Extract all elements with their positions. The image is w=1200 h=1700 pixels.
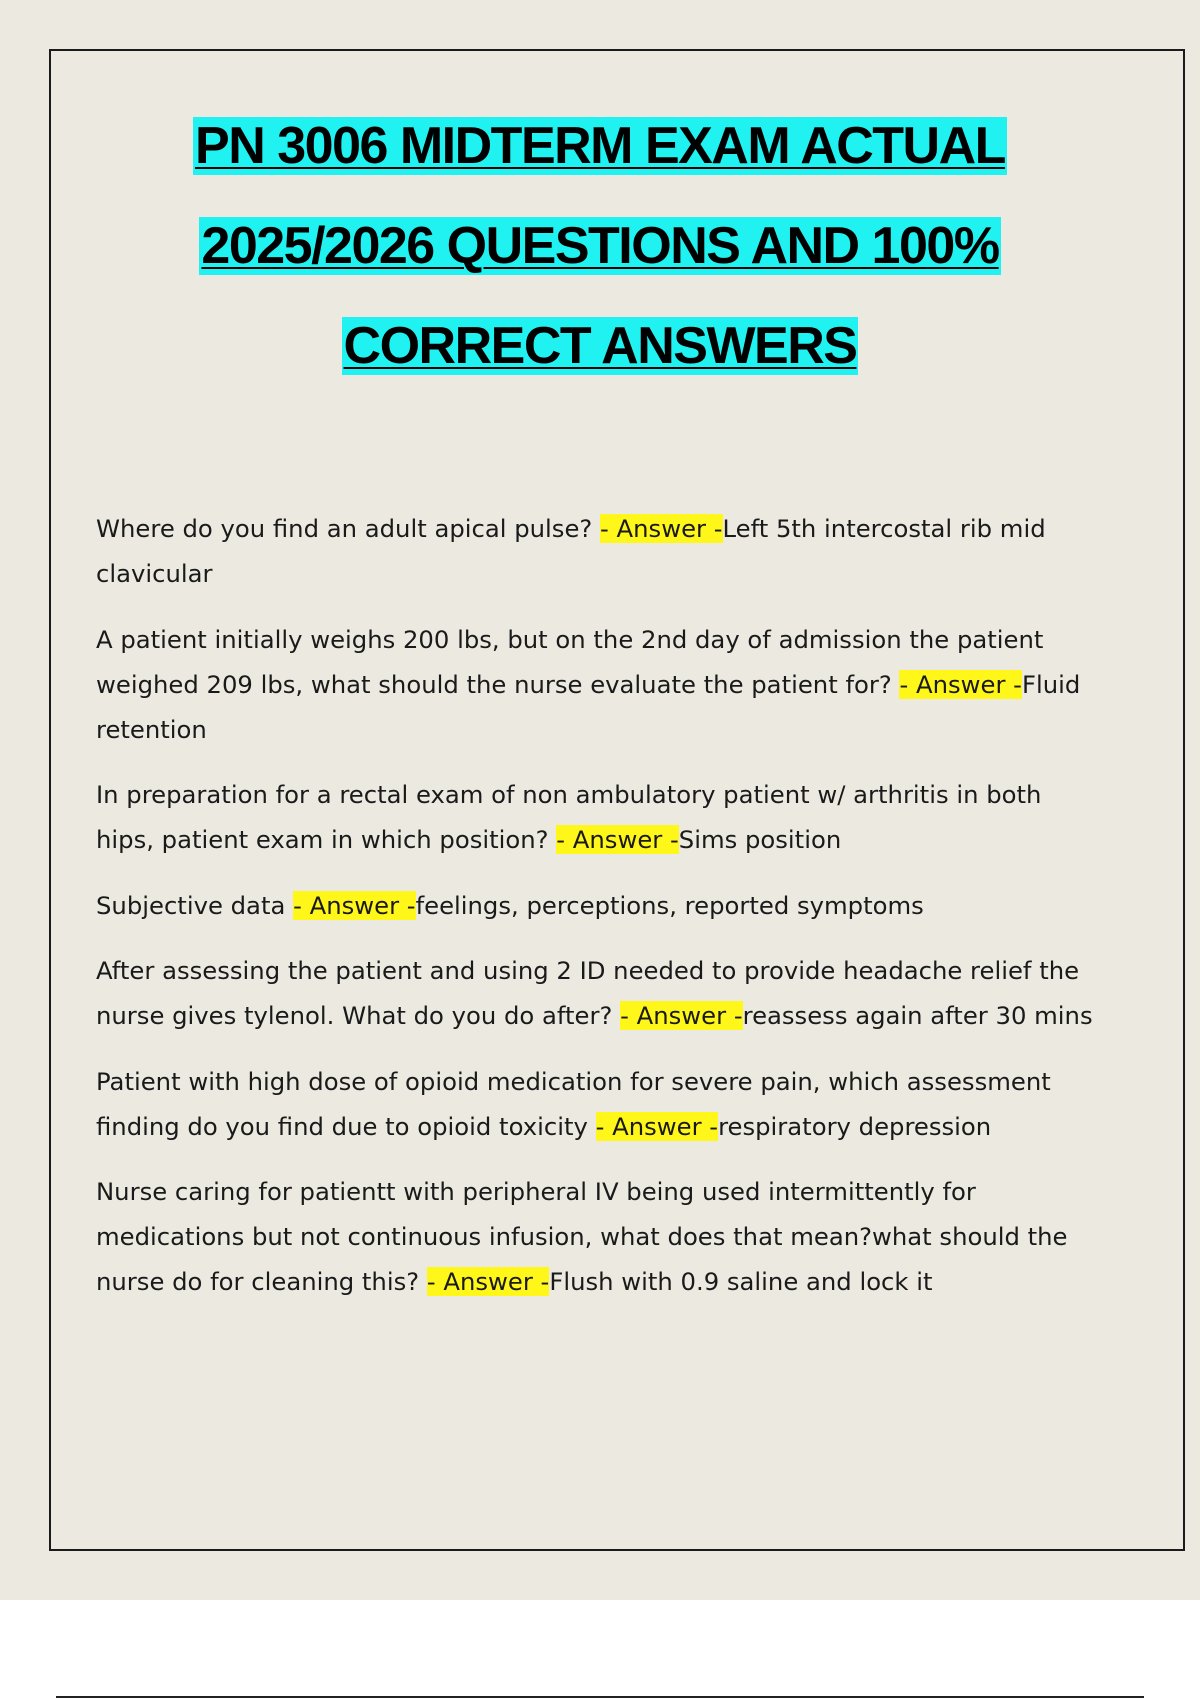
question-text: A patient initially weighs 200 lbs, but on the 2nd day of admission the patient weighed 209 lbs, what should the nurse evaluate the patient for? xyxy=(96,624,1044,699)
document-title xyxy=(0,96,1200,396)
answer-marker: - Answer - xyxy=(556,825,679,854)
answer-text: Fluid retention xyxy=(96,669,1081,744)
qa-item xyxy=(96,506,1096,596)
qa-item xyxy=(96,1169,1096,1304)
question-answer-list xyxy=(96,506,1096,1325)
answer-marker: - Answer - xyxy=(620,1001,743,1030)
question-text: Nurse caring for patientt with peripheral IV being used intermittently for medications but not continuous infusion, what does that mean?what should the nurse do for cleaning this? xyxy=(96,1177,1068,1296)
qa-item xyxy=(96,883,1096,928)
answer-marker: - Answer - xyxy=(595,1111,719,1141)
qa-item xyxy=(96,1059,1096,1149)
title-line-3: CORRECT ANSWERS xyxy=(343,317,857,375)
qa-item xyxy=(96,948,1096,1038)
qa-item xyxy=(96,617,1096,752)
question-text: In preparation for a rectal exam of non ambulatory patient w/ arthritis in both hips, patient exam in which position? xyxy=(96,780,1042,854)
title-line-1: PN 3006 MIDTERM EXAM ACTUAL xyxy=(195,117,1005,175)
qa-item xyxy=(96,772,1096,862)
answer-text: respiratory depression xyxy=(718,1111,992,1141)
footer-divider xyxy=(56,1696,1144,1698)
answer-text: feelings, perceptions, reported symptoms xyxy=(415,890,924,920)
question-text: Where do you find an adult apical pulse? xyxy=(96,514,601,543)
answer-text: Left 5th intercostal rib mid clavicular xyxy=(96,514,1046,588)
question-text: After assessing the patient and using 2 ID needed to provide headache relief the nurse gives tylenol. What do you do after? xyxy=(96,956,1080,1030)
question-text: Subjective data xyxy=(96,890,294,920)
question-text: Patient with high dose of opioid medication for severe pain, which assessment finding do you find due to opioid toxicity xyxy=(96,1066,1051,1141)
answer-text: Sims position xyxy=(678,825,842,854)
answer-text: Flush with 0.9 saline and lock it xyxy=(549,1267,933,1296)
answer-marker: - Answer - xyxy=(293,890,416,920)
answer-marker: - Answer - xyxy=(600,514,723,543)
answer-marker: - Answer - xyxy=(899,669,1022,699)
answer-text: reassess again after 30 mins xyxy=(742,1001,1093,1030)
answer-marker: - Answer - xyxy=(426,1267,550,1296)
title-line-2: 2025/2026 QUESTIONS AND 100% xyxy=(201,217,999,275)
